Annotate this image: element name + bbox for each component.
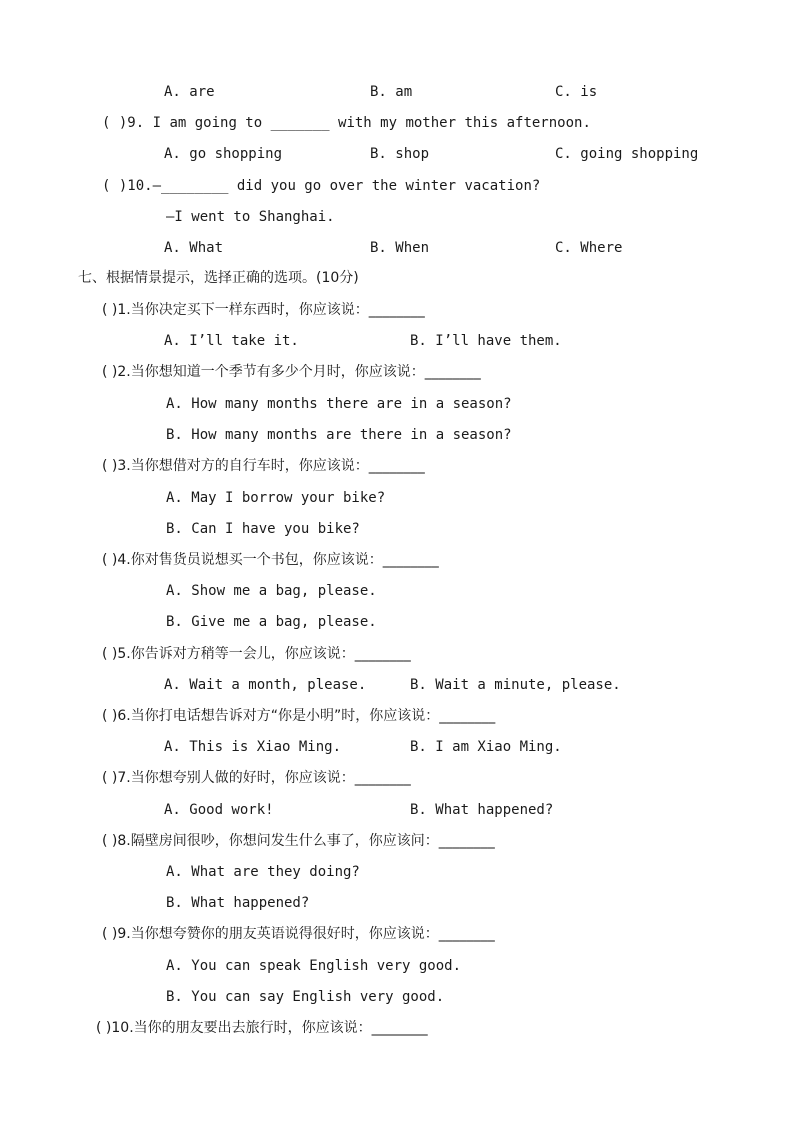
option-a: A. This is Xiao Ming. bbox=[164, 739, 342, 755]
option-a: A. Wait a month, please. bbox=[164, 677, 367, 693]
question-9 bbox=[102, 114, 591, 132]
answer-blank[interactable]: ( ) bbox=[96, 1020, 112, 1036]
answer-blank[interactable]: ( ) bbox=[102, 552, 118, 568]
option-a: A. What bbox=[164, 240, 224, 256]
answer-blank[interactable]: ( ) bbox=[102, 770, 118, 786]
option-a: A. May I borrow your bike? bbox=[166, 490, 386, 506]
option-b: B. Can I have you bike? bbox=[166, 521, 360, 537]
question-7 bbox=[102, 769, 411, 787]
question-text: 7.当你想夸别人做的好时，你应该说：________ bbox=[117, 770, 411, 786]
option-b: B. shop bbox=[370, 146, 430, 162]
option-a: A. I’ll take it. bbox=[164, 333, 299, 349]
question-text: 3.当你想借对方的自行车时，你应该说：________ bbox=[117, 458, 425, 474]
question-6 bbox=[102, 707, 495, 725]
answer-blank[interactable]: ( ) bbox=[102, 833, 118, 849]
option-b: B. What happened? bbox=[166, 895, 310, 911]
answer-blank[interactable]: ( ) bbox=[102, 178, 128, 194]
option-c: C. Where bbox=[555, 240, 623, 256]
option-b: B. Wait a minute, please. bbox=[410, 677, 621, 693]
question-text: 6.当你打电话想告诉对方“你是小明”时，你应该说：________ bbox=[117, 708, 496, 724]
option-c: C. going shopping bbox=[555, 146, 699, 162]
option-a: A. What are they doing? bbox=[166, 864, 360, 880]
option-b: B. am bbox=[370, 84, 413, 100]
question-4 bbox=[102, 551, 439, 569]
question-2 bbox=[102, 363, 481, 381]
option-a: A. go shopping bbox=[164, 146, 283, 162]
option-a: A. You can speak English very good. bbox=[166, 958, 462, 974]
answer-blank[interactable]: ( ) bbox=[102, 708, 118, 724]
question-text: 5.你告诉对方稍等一会儿，你应该说：________ bbox=[117, 646, 411, 662]
option-b: B. What happened? bbox=[410, 802, 554, 818]
option-a: A. are bbox=[164, 84, 215, 100]
question-10 bbox=[102, 177, 540, 195]
option-b: B. I am Xiao Ming. bbox=[410, 739, 562, 755]
question-1 bbox=[102, 301, 425, 319]
question-text: 1.当你决定买下一样东西时，你应该说：________ bbox=[117, 302, 425, 318]
question-text: 2.当你想知道一个季节有多少个月时，你应该说：________ bbox=[117, 364, 481, 380]
question-10 bbox=[96, 1019, 428, 1037]
question-text: 8.隔壁房间很吵，你想问发生什么事了，你应该问：________ bbox=[117, 833, 495, 849]
question-9 bbox=[102, 925, 495, 943]
answer-blank[interactable]: ( ) bbox=[102, 302, 118, 318]
question-reply: —I went to Shanghai. bbox=[166, 209, 335, 225]
option-a: A. How many months there are in a season? bbox=[166, 396, 512, 412]
answer-blank[interactable]: ( ) bbox=[102, 646, 118, 662]
answer-blank[interactable]: ( ) bbox=[102, 926, 118, 942]
question-text: 4.你对售货员说想买一个书包，你应该说：________ bbox=[117, 552, 439, 568]
option-c: C. is bbox=[555, 84, 598, 100]
answer-blank[interactable]: ( ) bbox=[102, 115, 128, 131]
question-3 bbox=[102, 457, 425, 475]
question-text: 10.—________ did you go over the winter vacation? bbox=[127, 178, 541, 194]
option-b: B. I’ll have them. bbox=[410, 333, 562, 349]
option-b: B. Give me a bag, please. bbox=[166, 614, 377, 630]
option-a: A. Good work! bbox=[164, 802, 274, 818]
answer-blank[interactable]: ( ) bbox=[102, 364, 118, 380]
option-b: B. How many months are there in a season? bbox=[166, 427, 512, 443]
question-5 bbox=[102, 645, 411, 663]
answer-blank[interactable]: ( ) bbox=[102, 458, 118, 474]
question-text: 9. I am going to _______ with my mother this afternoon. bbox=[127, 115, 591, 131]
option-b: B. When bbox=[370, 240, 430, 256]
question-text: 10.当你的朋友要出去旅行时，你应该说：________ bbox=[111, 1020, 428, 1036]
section-heading: 七、根据情景提示，选择正确的选项。(10分) bbox=[78, 270, 359, 286]
question-8 bbox=[102, 832, 495, 850]
option-a: A. Show me a bag, please. bbox=[166, 583, 377, 599]
question-text: 9.当你想夸赞你的朋友英语说得很好时，你应该说：________ bbox=[117, 926, 495, 942]
option-b: B. You can say English very good. bbox=[166, 989, 445, 1005]
